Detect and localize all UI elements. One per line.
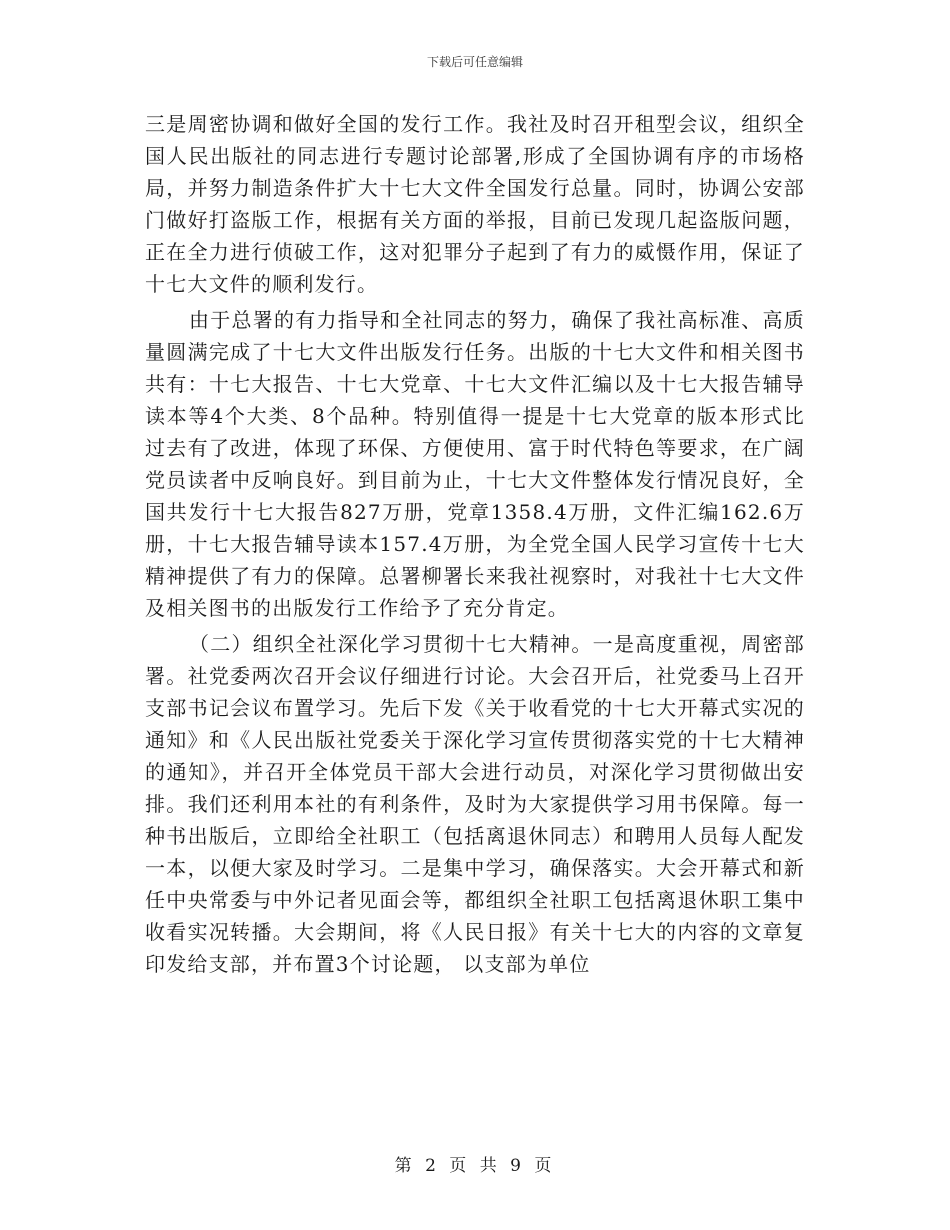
page-number-footer: 第 2 页 共 9 页 — [394, 1156, 556, 1176]
page-header-note: 下载后可任意编辑 — [426, 55, 523, 69]
document-body — [145, 108, 805, 984]
paragraph-2: 由于总署的有力指导和全社同志的努力，确保了我社高标准、高质量圆满完成了十七大文件出版发行任务。出版的十七大文件和相关图书共有：十七大报告、十七大党章、十七大文件汇编以及十七大报告辅导读本等4个大类、8个品种。特别值得一提是十七大党章的版本形式比过去有了改进，体现了环保、方便使用、富于时代特色等要求，在广阔党员读者中反响良好。到目前为止，十七大文件整体发行情况良好，全国共发行十七大报告827万册，党章1358.4万册，文件汇编162.6万册，十七大报告辅导读本157.4万册，为全党全国人民学习宣传十七大精神提供了有力的保障。总署柳署长来我社视察时，对我社十七大文件及相关图书的出版发行工作给予了充分肯定。 — [145, 308, 805, 620]
paragraph-3: （二）组织全社深化学习贯彻十七大精神。一是高度重视，周密部署。社党委两次召开会议仔细进行讨论。大会召开后，社党委马上召开支部书记会议布置学习。先后下发《关于收看党的十七大开幕式实况的通知》和《人民出版社党委关于深化学习宣传贯彻落实党的十七大精神的通知》，并召开全体党员干部大会进行动员，对深化学习贯彻做出安排。我们还利用本社的有利条件，及时为大家提供学习用书保障。每一种书出版后，立即给全社职工（包括离退休同志）和聘用人员每人配发一本，以便大家及时学习。二是集中学习，确保落实。大会开幕式和新任中央常委与中外记者见面会等，都组织全社职工包括离退休职工集中收看实况转播。大会期间，将《人民日报》有关十七大的内容的文章复印发给支部，并布置3个讨论题， 以支部为单位 — [145, 632, 805, 976]
paragraph-1: 三是周密协调和做好全国的发行工作。我社及时召开租型会议，组织全国人民出版社的同志进行专题讨论部署,形成了全国协调有序的市场格局，并努力制造条件扩大十七大文件全国发行总量。同时，协调公安部门做好打盗版工作，根据有关方面的举报，目前已发现几起盗版问题，正在全力进行侦破工作，这对犯罪分子起到了有力的威慑作用，保证了十七大文件的顺利发行。 — [145, 112, 805, 296]
